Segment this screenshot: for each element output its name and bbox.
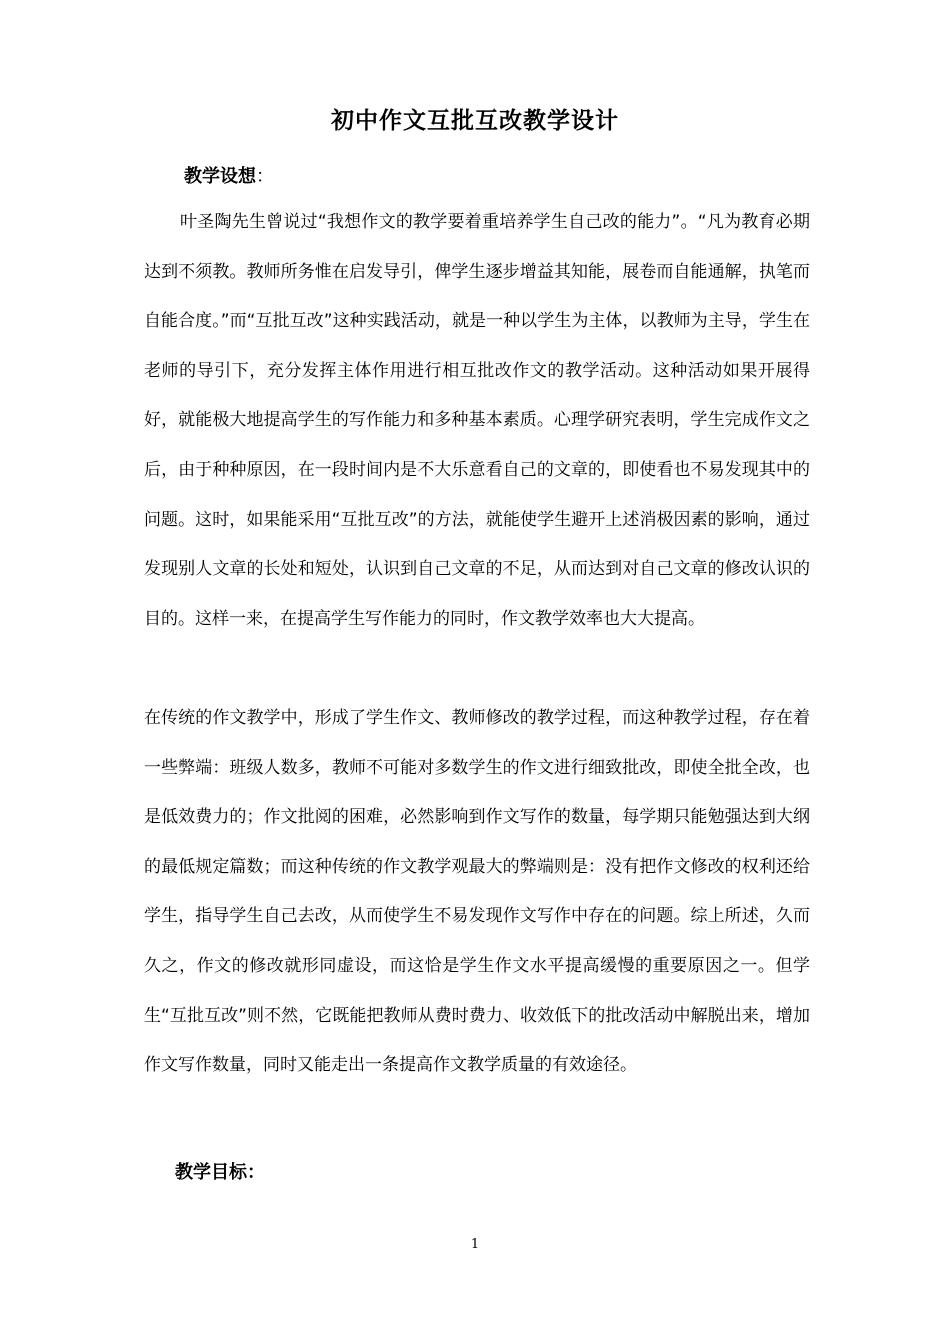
section-heading-teaching-concept <box>184 162 274 188</box>
paragraph-intro: 叶圣陶先生曾说过“我想作文的教学要着重培养学生自己改的能力”。“凡为教育必期达到不须教。教师所务惟在启发导引，俾学生逐步增益其知能，展卷而自能通解，执笔而自能合度。”而“互批互改”这种实践活动，就是一种以学生为主体，以教师为主导，学生在老师的导引下，充分发挥主体作用进行相互批改作文的教学活动。这种活动如果开展得好，就能极大地提高学生的写作能力和多种基本素质。心理学研究表明，学生完成作文之后，由于种种原因，在一段时间内是不大乐意看自己的文章的，即使看也不易发现其中的问题。这时，如果能采用“互批互改”的方法，就能使学生避开上述消极因素的影响，通过发现别人文章的长处和短处，认识到自己文章的不足，从而达到对自己文章的修改认识的目的。这样一来，在提高学生写作能力的同时，作文教学效率也大大提高。 <box>144 212 810 629</box>
section-heading-teaching-goals: 教学目标： <box>175 1162 265 1183</box>
section-heading-text: 教学设想 <box>184 166 256 187</box>
paragraph-traditional-teaching: 在传统的作文教学中，形成了学生作文、教师修改的教学过程，而这种教学过程，存在着一些弊端：班级人数多，教师不可能对多数学生的作文进行细致批改，即使全批全改，也是低效费力的；作文批阅的困难，必然影响到作文写作的数量，每学期只能勉强达到大纲的最低规定篇数；而这种传统的作文教学观最大的弊端则是：没有把作文修改的权利还给学生，指导学生自己去改，从而使学生不易发现作文写作中存在的问题。综上所述，久而久之，作文的修改就形同虚设，而这恰是学生作文水平提高缓慢的重要原因之一。但学生“互批互改”则不然，它既能把教师从费时费力、收效低下的批改活动中解脱出来，增加作文写作数量，同时又能走出一条提高作文教学质量的有效途径。 <box>144 708 810 1076</box>
section-heading-colon: ： <box>256 166 274 187</box>
page-number: 1 <box>470 1237 480 1252</box>
document-title: 初中作文互批互改教学设计 <box>331 108 619 134</box>
